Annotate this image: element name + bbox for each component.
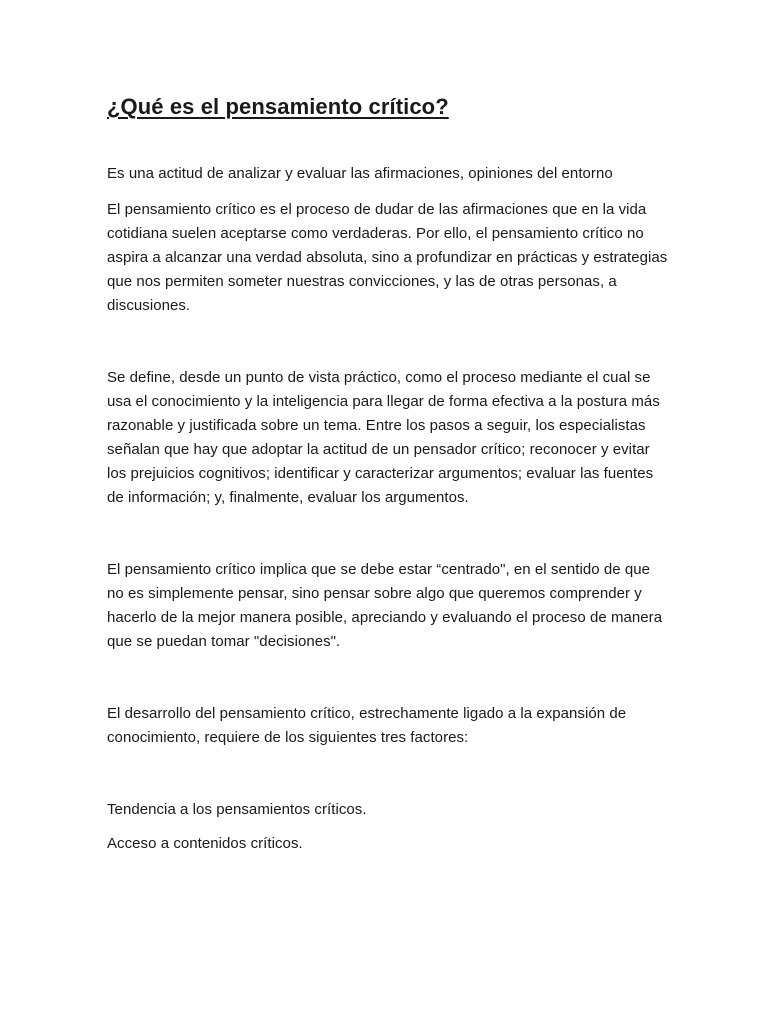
paragraph-intro: Es una actitud de analizar y evaluar las afirmaciones, opiniones del entorno: [107, 165, 613, 182]
paragraph-centrado: El pensamiento crítico implica que se debe estar “centrado", en el sentido de que no es simplemente pensar, sino pensar sobre algo que queremos comprender y hacerlo de la mejor manera posible, apreciando y evaluando el proceso de manera que se puedan tomar "decisiones".: [107, 561, 663, 650]
factor-item: Acceso a contenidos críticos.: [107, 835, 303, 852]
paragraph-desarrollo: El desarrollo del pensamiento crítico, estrechamente ligado a la expansión de conocimiento, requiere de los siguientes tres factores:: [107, 705, 627, 746]
document-title: ¿Qué es el pensamiento crítico?: [107, 94, 449, 119]
factor-item: Tendencia a los pensamientos críticos.: [107, 801, 367, 818]
paragraph-definition: El pensamiento crítico es el proceso de dudar de las afirmaciones que en la vida cotidiana suelen aceptarse como verdaderas. Por ello, el pensamiento crítico no aspira a alcanzar una verdad absoluta, sino a profundizar en prácticas y estrategias que nos permiten someter nuestras convicciones, y las de otras personas, a discusiones.: [107, 201, 668, 314]
paragraph-practical: Se define, desde un punto de vista práctico, como el proceso mediante el cual se usa el conocimiento y la inteligencia para llegar de forma efectiva a la postura más razonable y justificada sobre un tema. Entre los pasos a seguir, los especialistas señalan que hay que adoptar la actitud de un pensador crítico; reconocer y evitar los prejuicios cognitivos; identificar y caracterizar argumentos; evaluar las fuentes de información; y, finalmente, evaluar los argumentos.: [107, 369, 660, 506]
